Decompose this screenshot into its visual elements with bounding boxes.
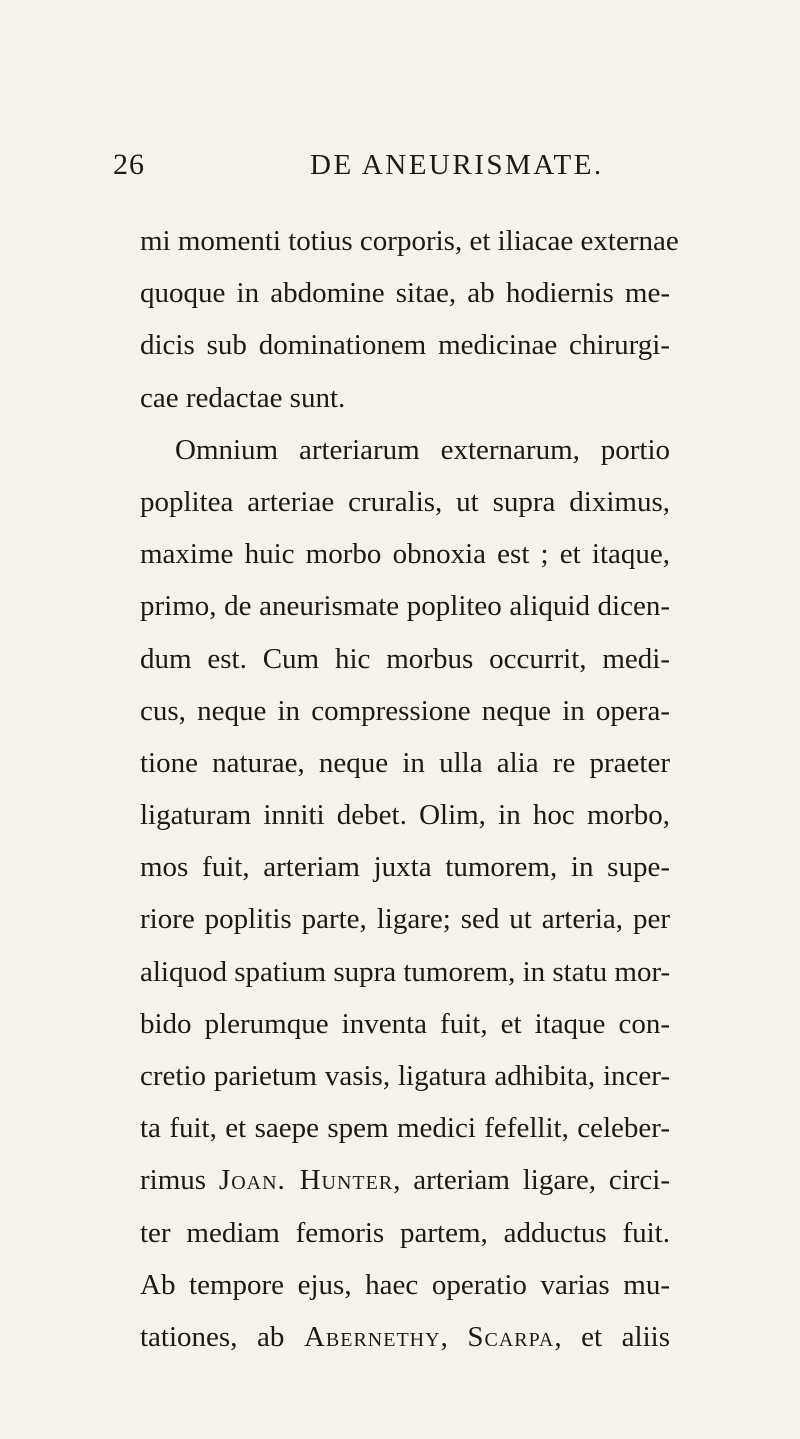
text-line-11: tione naturae, neque in ulla alia re praeter [140,746,670,779]
author-name-hunter: Joan. Hunter [218,1164,394,1197]
text-line-21: Ab tempore ejus, haec operatio varias mu- [140,1268,670,1301]
text-line-9: dum est. Cum hic morbus occurrit, medi- [140,642,670,675]
author-name-abernethy: Abernethy [303,1320,441,1353]
text-line-5: Omnium arteriarum externarum, portio [175,433,670,466]
text-line-12: ligaturam inniti debet. Olim, in hoc morbo, [140,799,670,832]
text-line-7: maxime huic morbo obnoxia est ; et itaque, [140,538,670,571]
text-line-15: aliquod spatium supra tumorem, in statu mor- [140,955,671,988]
text-line-6: poplitea arteriae cruralis, ut supra diximus, [140,485,670,518]
text-line-1: mi momenti totius corporis, et iliacae externae [140,225,679,257]
text-line-16: bido plerumque inventa fuit, et itaque con- [140,1007,670,1040]
text-line-22 [140,1311,670,1363]
text-line-17: cretio parietum vasis, ligatura adhibita, incer- [140,1060,670,1092]
text-line-10: cus, neque in compressione neque in opera- [140,694,670,727]
text-line-22-post: , et aliis [554,1320,670,1353]
text-line-2: quoque in abdomine sitae, ab hodiernis me- [140,277,670,310]
text-line-14: riore poplitis parte, ligare; sed ut arteria, per [140,903,670,936]
running-title: DE ANEURISMATE. [310,149,604,181]
text-line-4: cae redactae sunt. [140,381,346,414]
text-line-13: mos fuit, arteriam juxta tumorem, in supe- [140,851,670,884]
body-text [140,215,679,1363]
text-line-22-pre: tationes, ab [140,1320,304,1353]
text-line-3: dicis sub dominationem medicinae chirurgi- [140,329,670,362]
text-line-19-post: , arteriam ligare, circi- [393,1164,671,1197]
text-line-19 [140,1154,670,1206]
text-line-18: ta fuit, et saepe spem medici fefellit, celeber- [140,1112,670,1145]
text-line-20: ter mediam femoris partem, adductus fuit. [140,1216,670,1249]
text-line-19-pre: rimus [140,1164,219,1197]
text-line-8: primo, de aneurismate popliteo aliquid dicen- [140,590,670,623]
author-name-scarpa: Scarpa [467,1320,555,1353]
text-line-22-mid: , [440,1320,468,1353]
page-number: 26 [113,148,145,181]
